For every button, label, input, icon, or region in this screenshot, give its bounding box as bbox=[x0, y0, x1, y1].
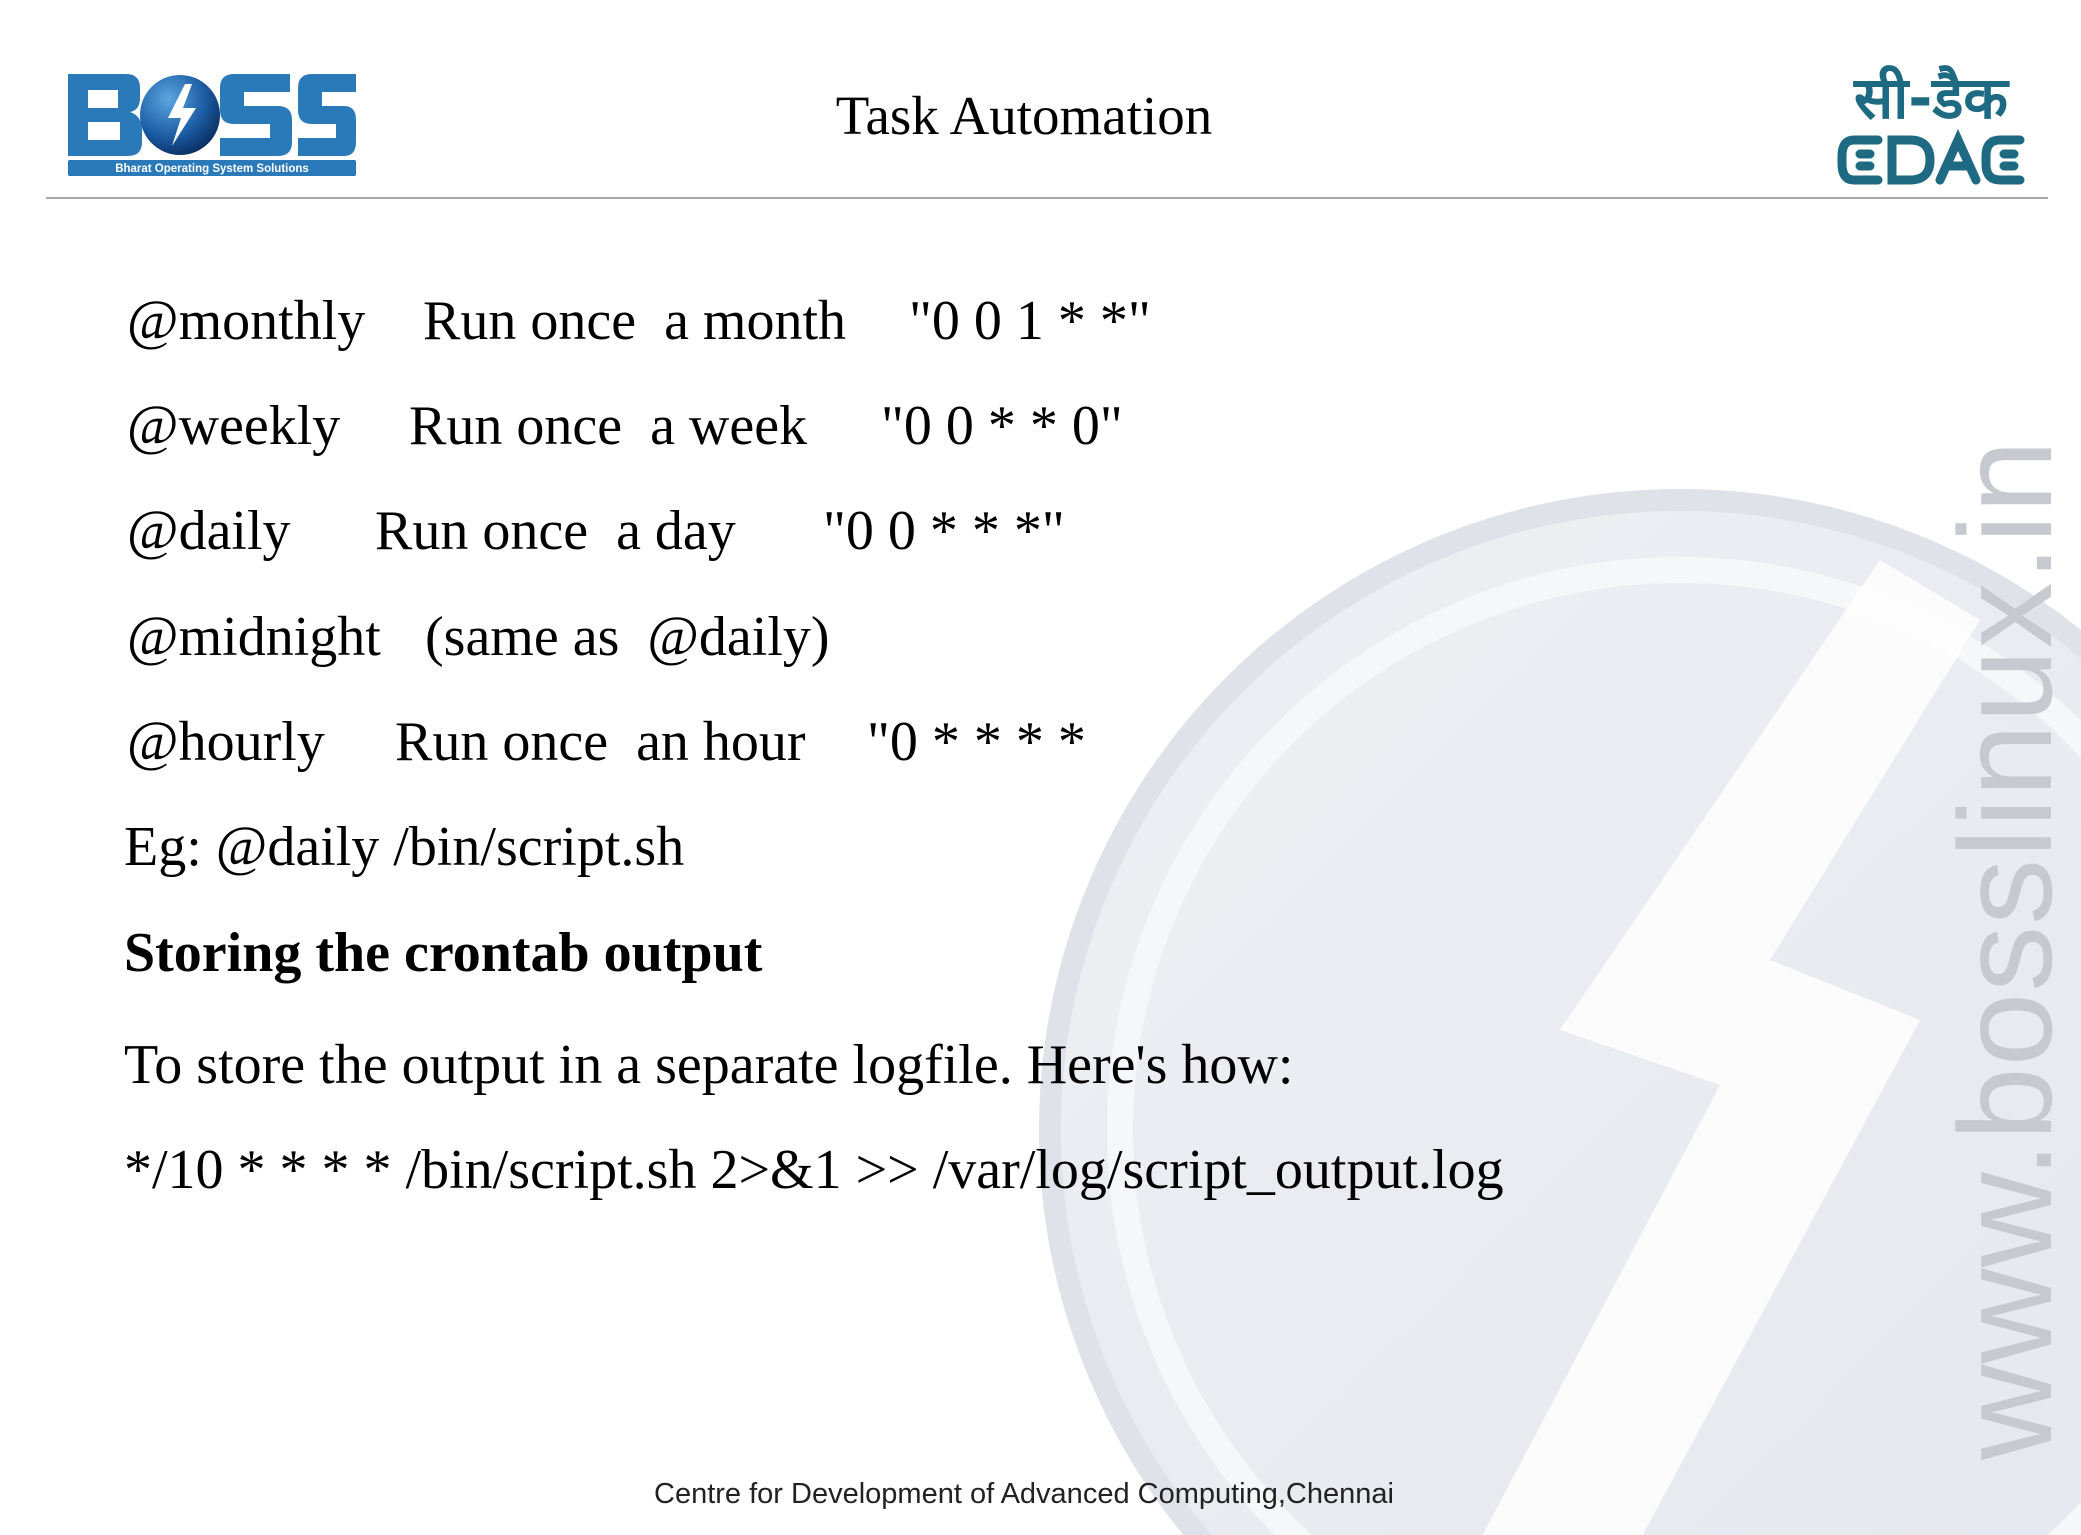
slide-title: Task Automation bbox=[835, 85, 1213, 146]
schedule-keyword: @monthly bbox=[127, 290, 366, 352]
schedule-expression: "0 0 * * *" bbox=[823, 500, 1065, 562]
svg-text:सी-डैक: सी-डैक bbox=[1854, 64, 2008, 132]
section-text: To store the output in a separate logfile. Here's how: bbox=[124, 1034, 1294, 1096]
schedule-description: Run once an hour bbox=[395, 711, 806, 773]
example-line: Eg: @daily /bin/script.sh bbox=[124, 816, 685, 878]
schedule-keyword: @weekly bbox=[127, 395, 341, 457]
schedule-keyword: @midnight bbox=[127, 606, 381, 668]
schedule-description: Run once a week bbox=[409, 395, 808, 457]
schedule-description: (same as @daily) bbox=[425, 606, 830, 668]
schedule-expression: "0 0 1 * *" bbox=[909, 290, 1151, 352]
schedule-keyword: @daily bbox=[127, 500, 291, 562]
header-divider bbox=[46, 197, 2048, 199]
schedule-keyword: @hourly bbox=[127, 711, 325, 773]
schedule-expression: "0 0 * * 0" bbox=[881, 395, 1123, 457]
schedule-description: Run once a month bbox=[423, 290, 847, 352]
svg-text:Bharat Operating System Soluti: Bharat Operating System Solutions bbox=[115, 163, 309, 175]
section-heading: Storing the crontab output bbox=[124, 922, 763, 984]
command-line: */10 * * * * /bin/script.sh 2>&1 >> /var/log/script_output.log bbox=[124, 1139, 1504, 1201]
footer: Centre for Development of Advanced Computing,Chennai bbox=[654, 1478, 1394, 1510]
schedule-description: Run once a day bbox=[375, 500, 736, 562]
schedule-expression: "0 * * * * bbox=[867, 711, 1086, 773]
watermark-url: www.bosslinux.in bbox=[1932, 438, 2079, 1460]
